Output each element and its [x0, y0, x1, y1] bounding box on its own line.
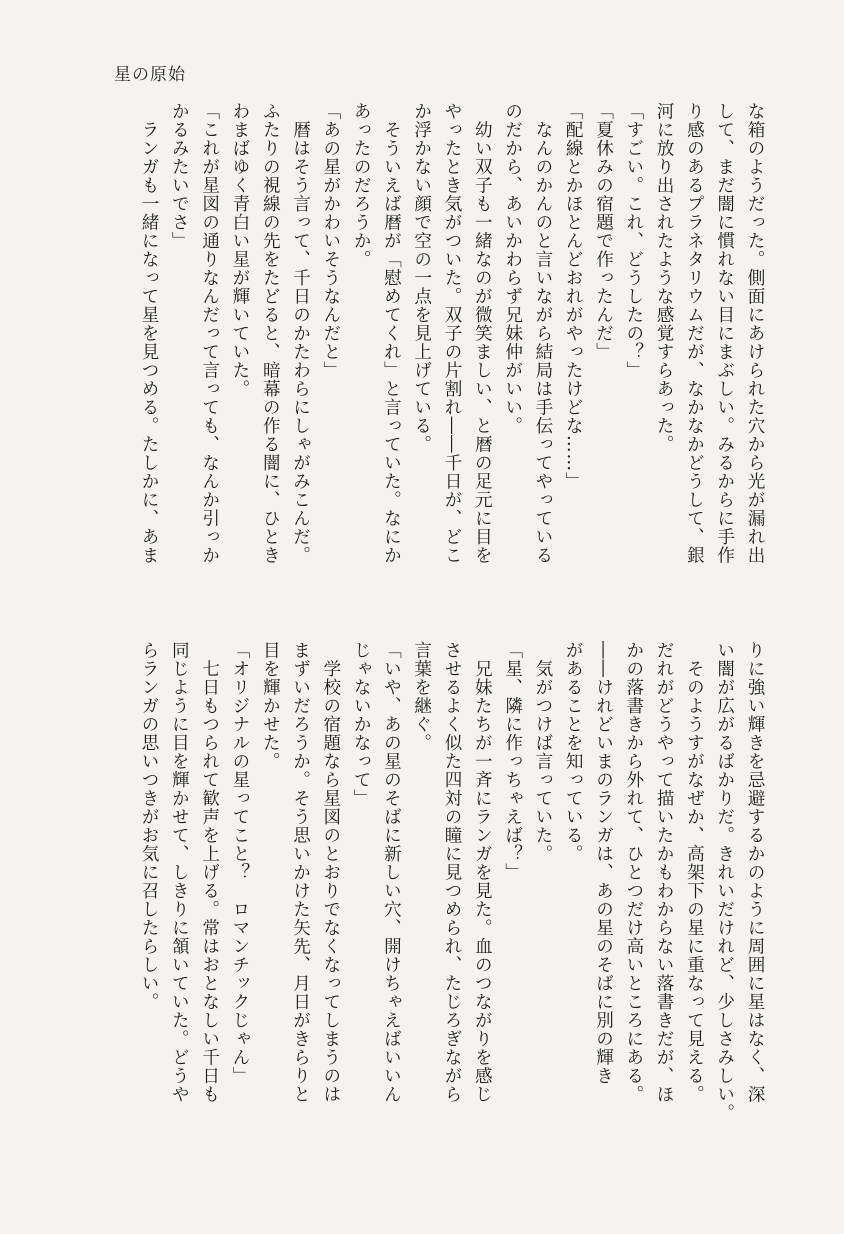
text-column: 目を輝かせた。 — [260, 641, 281, 771]
text-column: のだから、あいかわらず兄妹仲がいい。 — [502, 102, 523, 435]
text-block-upper — [139, 102, 770, 622]
text-column: かるみたいでさ」 — [169, 102, 190, 250]
text-column: 「配線とかほとんどおれがやったけどな……」 — [563, 102, 584, 491]
text-column: 「オリジナルの星ってこと？ ロマンチックじゃん」 — [229, 641, 250, 1085]
text-column: か浮かない顔で空の一点を見上げている。 — [411, 102, 432, 454]
text-column: ふたりの視線の先をたどると、暗幕の作る闇に、ひとき — [260, 102, 281, 565]
text-column: そのようすがなぜか、高架下の星に重なって見える。 — [684, 641, 705, 1104]
text-column: らランガの思いつきがお気に召したらしい。 — [139, 641, 160, 1011]
text-column: があることを知っている。 — [563, 641, 584, 863]
text-column: 言葉を継ぐ。 — [411, 641, 432, 752]
text-column: 「あの星がかわいそうなんだと」 — [320, 102, 341, 380]
text-column: 学校の宿題なら星図のとおりでなくなってしまうのは — [320, 641, 341, 1104]
text-column: かの落書きから外れて、ひとつだけ高いところにある。 — [623, 641, 644, 1104]
text-column: ランガも一緒になって星を見つめる。たしかに、あま — [139, 102, 160, 565]
text-column: じゃないかなって」 — [351, 641, 372, 808]
text-column: 「夏休みの宿題で作ったんだ」 — [593, 102, 614, 361]
text-column: 「星、隣に作っちゃえば？」 — [502, 641, 523, 882]
text-column: わまばゆく青白い星が輝いていた。 — [229, 102, 250, 398]
text-column: 河に放り出されたような感覚すらあった。 — [654, 102, 675, 454]
text-block-lower — [139, 641, 770, 1161]
text-column: 兄妹たちが一斉にランガを見た。血のつながりを感じ — [472, 641, 493, 1104]
text-column: あったのだろうか。 — [351, 102, 372, 269]
text-column: やったとき気がついた。双子の片割れ――千日が、どこ — [442, 102, 463, 565]
text-column: りに強い輝きを忌避するかのように周囲に星はなく、深 — [745, 641, 765, 1104]
text-column: 気がつけば言っていた。 — [532, 641, 553, 863]
text-column: ――けれどいまのランガは、あの星のそばに別の輝き — [593, 641, 614, 1085]
text-column: 同じように目を輝かせて、しきりに頷いていた。どうや — [169, 641, 190, 1104]
text-column: な箱のようだった。側面にあけられた穴から光が漏れ出 — [745, 102, 765, 565]
text-column: そういえば暦が「慰めてくれ」と言っていた。なにか — [381, 102, 402, 565]
text-column: 七日もつられて歓声を上げる。常はおとなしい千日も — [199, 641, 220, 1104]
text-column: なんのかんのと言いながら結局は手伝ってやっている — [532, 102, 553, 565]
text-column: 幼い双子も一緒なのが微笑ましい、と暦の足元に目を — [472, 102, 493, 565]
text-column: 「すごい。これ、どうしたの？」 — [623, 102, 644, 380]
text-column: り感のあるプラネタリウムだが、なかなかどうして、銀 — [684, 102, 705, 565]
text-column: い闇が広がるばかりだ。きれいだけれど、少しさみしい。 — [714, 641, 735, 1122]
text-column: して、まだ闇に慣れない目にまぶしい。みるからに手作 — [714, 102, 735, 565]
text-column: まずいだろうか。そう思いかけた矢先、月日がきらりと — [290, 641, 311, 1104]
text-column: 暦はそう言って、千日のかたわらにしゃがみこんだ。 — [290, 102, 311, 565]
text-column: だれがどうやって描いたかもわからない落書きだが、ほ — [654, 641, 675, 1104]
text-column: させるよく似た四対の瞳に見つめられ、たじろぎながら — [442, 641, 463, 1104]
running-header: 星の原始 — [114, 65, 186, 85]
text-column: 「これが星図の通りなんだって言っても、なんか引っか — [199, 102, 220, 565]
text-column: 「いや、あの星のそばに新しい穴、開けちゃえばいいん — [381, 641, 402, 1104]
